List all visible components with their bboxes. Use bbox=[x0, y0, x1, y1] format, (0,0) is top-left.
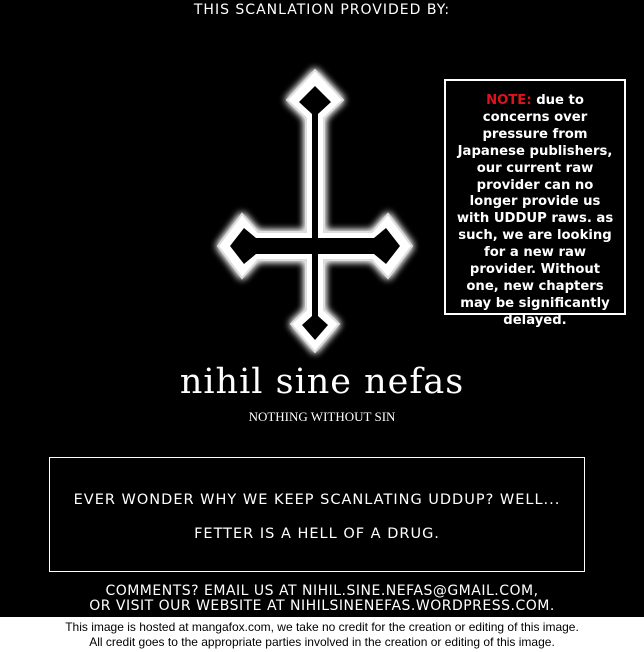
disclaimer-line-1: This image is hosted at mangafox.com, we take no credit for the creation or editing of this image. bbox=[65, 620, 579, 634]
disclaimer-line-2: All credit goes to the appropriate parties involved in the creation or editing of this image. bbox=[89, 635, 555, 649]
inverted-cross-icon bbox=[210, 62, 420, 362]
group-tagline: NOTHING WITHOUT SIN bbox=[248, 409, 396, 424]
note-label: NOTE: bbox=[486, 93, 532, 108]
scanlation-credit-title: THIS SCANLATION PROVIDED BY: bbox=[193, 2, 451, 18]
contact-info bbox=[0, 584, 644, 614]
contact-email-line: COMMENTS? EMAIL US AT NIHIL.SINE.NEFAS@GMAIL.COM, bbox=[105, 583, 539, 599]
note-body: due to concerns over pressure from Japanese publishers, our current raw provider can no longer provide us with UDDUP raws. as such, we are looking for a new raw provider. Without one, new chapters may be significantly delayed. bbox=[456, 93, 614, 328]
message-line-2: FETTER IS A HELL OF A DRUG. bbox=[194, 526, 440, 542]
message-line-1: EVER WONDER WHY WE KEEP SCANLATING UDDUP? WELL... bbox=[73, 492, 561, 508]
raw-provider-notice bbox=[444, 79, 626, 328]
message-box bbox=[49, 457, 585, 572]
group-name-logo: nihil sine nefas bbox=[179, 362, 465, 402]
contact-website-line: OR VISIT OUR WEBSITE AT NIHILSINENEFAS.WORDPRESS.COM. bbox=[89, 598, 555, 614]
hosting-disclaimer bbox=[0, 617, 644, 652]
